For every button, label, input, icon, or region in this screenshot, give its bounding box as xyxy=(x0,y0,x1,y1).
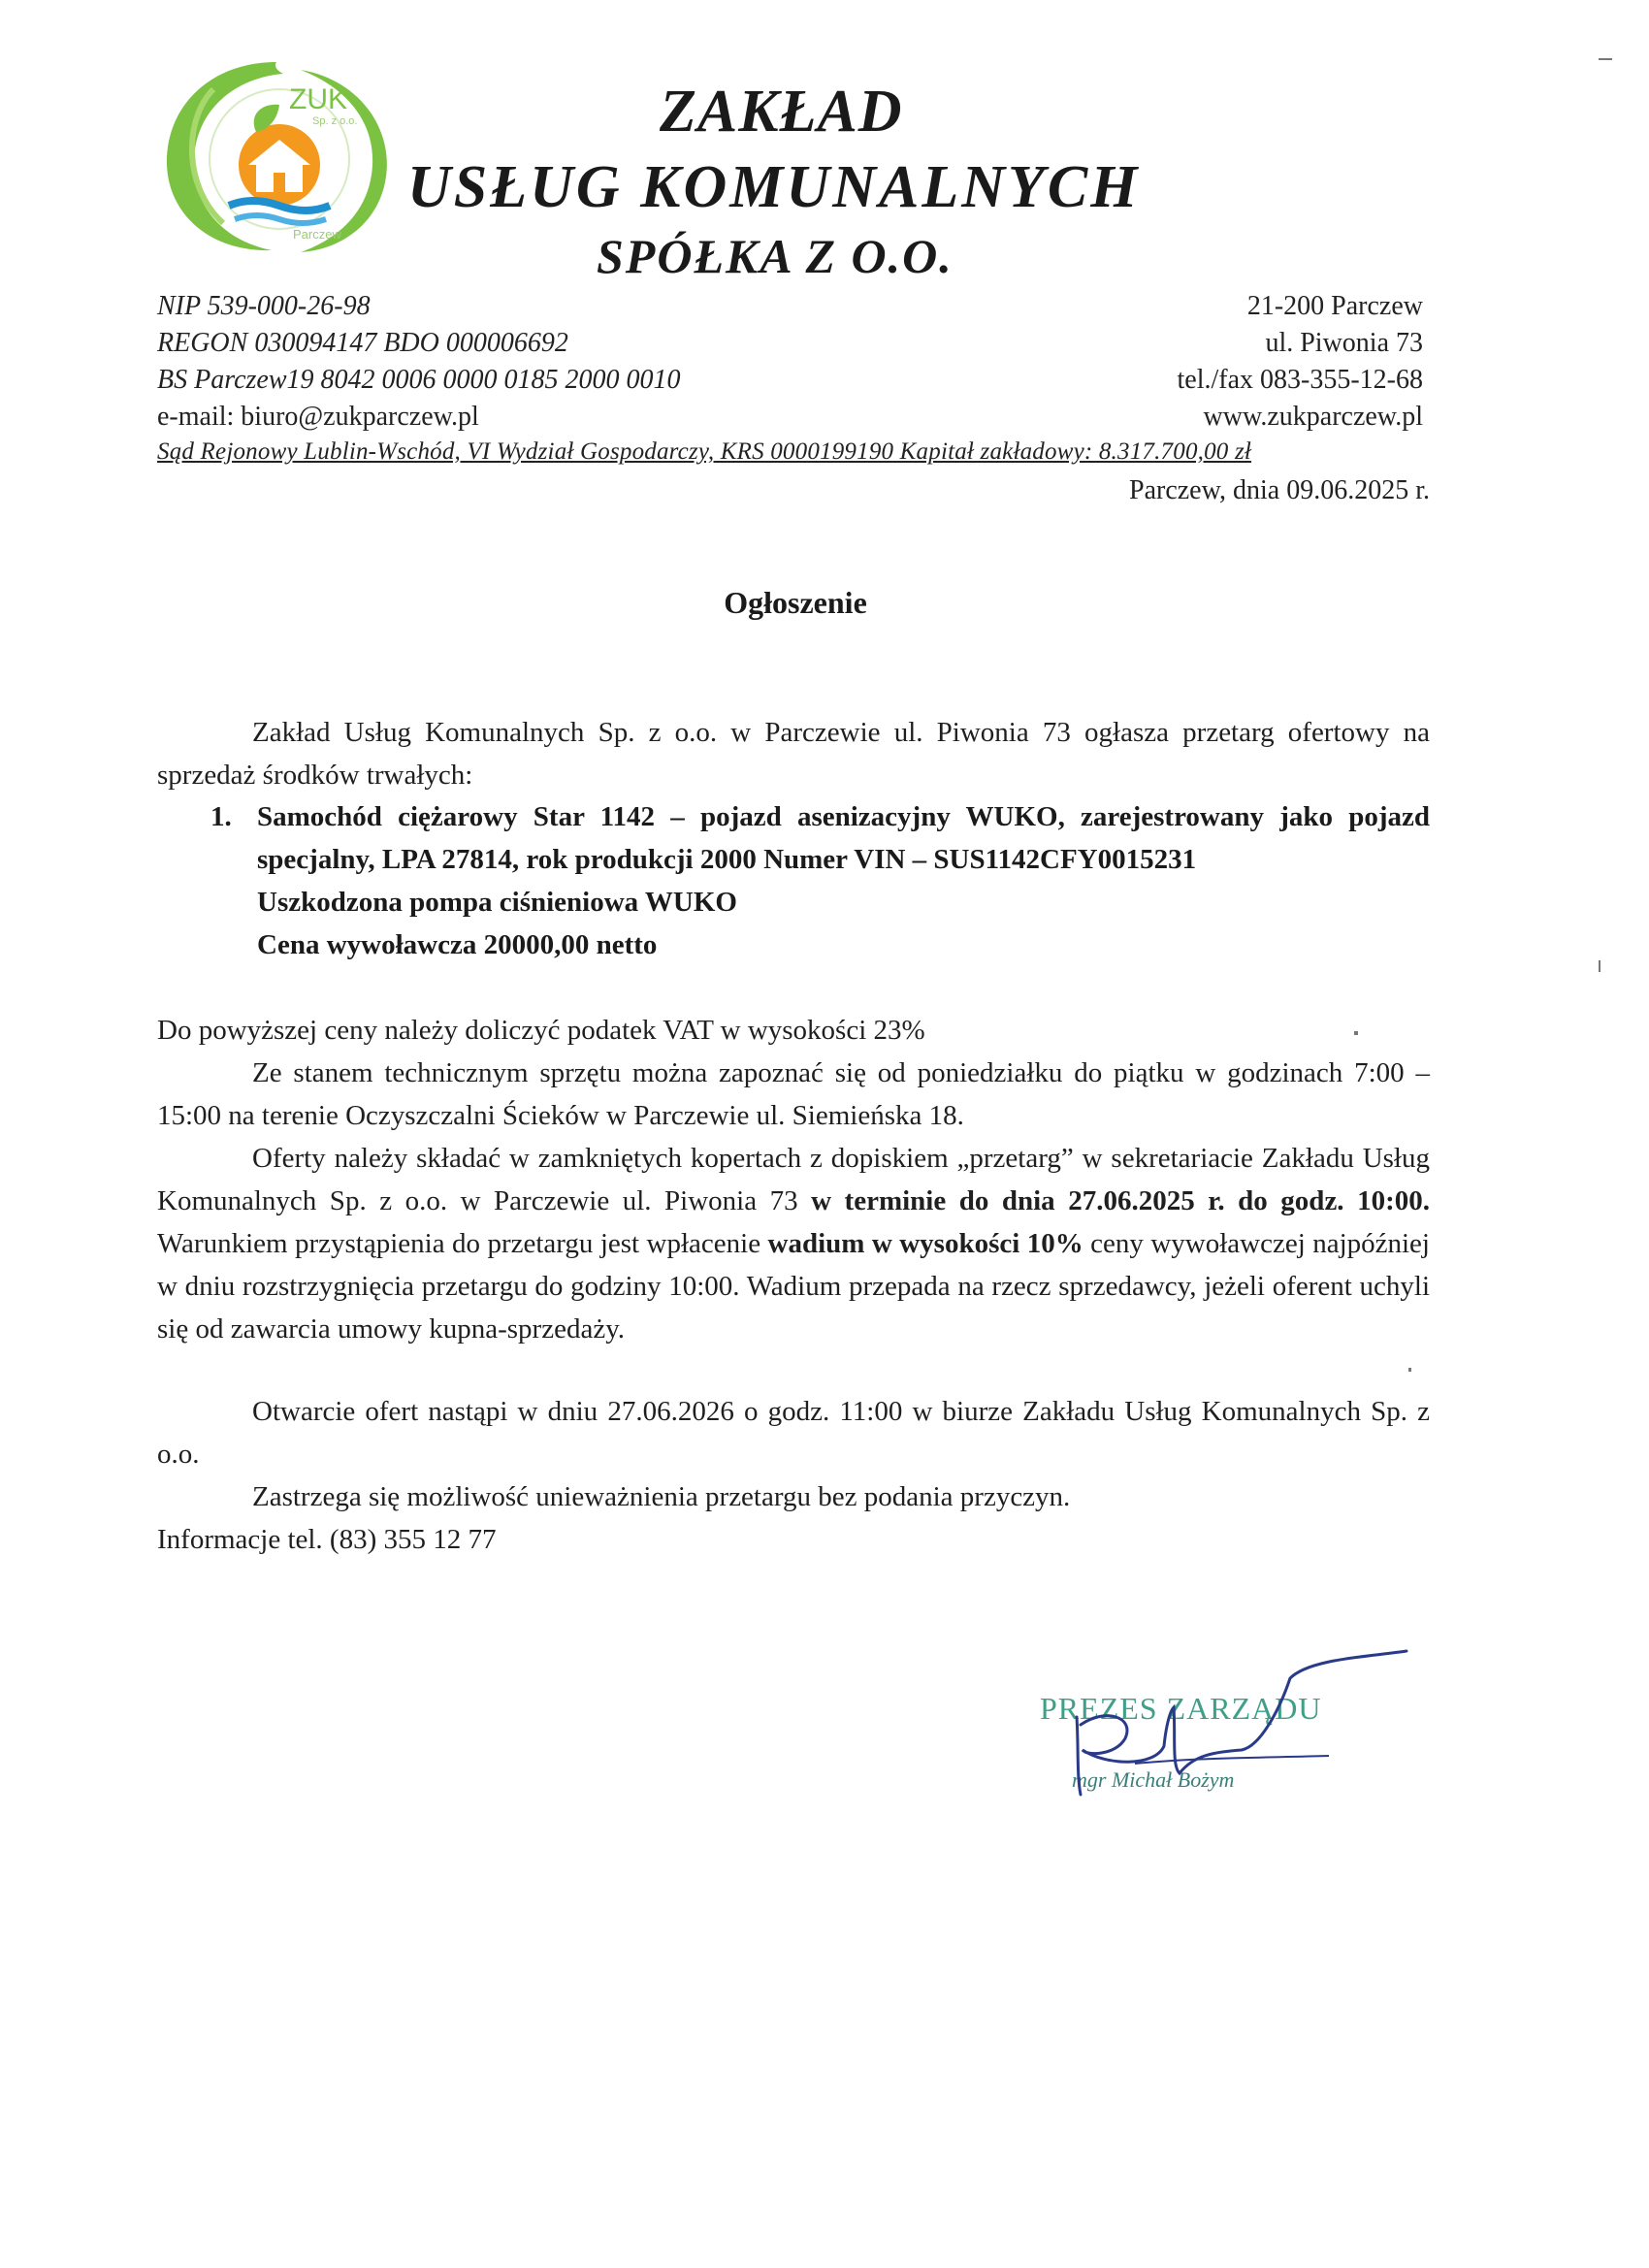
logo-subtext: Sp. z o.o. xyxy=(312,115,358,127)
item-starting-price: Cena wywoławcza 20000,00 netto xyxy=(257,929,658,960)
reservation-paragraph xyxy=(157,1475,1430,1518)
vat-note: Do powyższej ceny należy doliczyć podatek VAT w wysokości 23% xyxy=(157,1015,925,1046)
sale-item xyxy=(210,795,1430,966)
court-registry-line: Sąd Rejonowy Lublin-Wschód, VI Wydział Gospodarczy, KRS 0000199190 Kapitał zakładowy: 8.317.700,00 zł xyxy=(157,438,1252,465)
item-description: Samochód ciężarowy Star 1142 – pojazd asenizacyjny WUKO, zarejestrowany jako pojazd specjalny, LPA 27814, rok produkcji 2000 Numer VIN – SUS1142CFY0015231 xyxy=(257,801,1430,875)
logo-town: Parczew xyxy=(293,227,341,242)
place-and-date: Parczew, dnia 09.06.2025 r. xyxy=(1129,475,1430,505)
stamp-name: mgr Michał Bożym xyxy=(1072,1767,1235,1792)
phone-fax: tel./fax 083-355-12-68 xyxy=(1177,365,1423,395)
contact-info: Informacje tel. (83) 355 12 77 xyxy=(157,1524,497,1555)
intro-paragraph xyxy=(157,711,1430,796)
intro-text: Zakład Usług Komunalnych Sp. z o.o. w Parczewie ul. Piwonia 73 ogłasza przetarg ofertowy na sprzedaż środków trwałych: xyxy=(157,717,1430,791)
item-number: 1. xyxy=(210,801,232,832)
document-title: Ogłoszenie xyxy=(724,585,867,620)
inspection-text: Ze stanem technicznym sprzętu można zapoznać się od poniedziałku do piątku w godzinach 7:00 – 15:00 na terenie Oczyszczalni Ścieków w Parczewie ul. Siemieńska 18. xyxy=(157,1057,1430,1131)
postal-address: 21-200 Parczew xyxy=(1246,291,1423,321)
scan-speck xyxy=(1599,58,1612,60)
handwritten-signature xyxy=(1018,1649,1426,1804)
offers-text-2: Warunkiem przystąpienia do przetargu jest wpłacenie xyxy=(157,1228,768,1259)
stamp-title: PREZES ZARZĄDU xyxy=(1040,1691,1322,1726)
company-email: e-mail: biuro@zukparczew.pl xyxy=(157,402,479,432)
company-name-line2: USŁUG KOMUNALNYCH xyxy=(407,154,1141,220)
offers-deadline: w terminie do dnia 27.06.2025 r. do godz. 10:00. xyxy=(811,1185,1430,1216)
scan-speck xyxy=(1408,1368,1411,1372)
offers-deposit: wadium w wysokości 10% xyxy=(767,1228,1083,1259)
scan-speck xyxy=(1599,960,1600,972)
item-damage-note: Uszkodzona pompa ciśnieniowa WUKO xyxy=(257,887,737,918)
inspection-paragraph xyxy=(157,1052,1430,1137)
company-name-line1: ZAKŁAD xyxy=(660,79,903,145)
offers-paragraph xyxy=(157,1137,1430,1350)
reservation-text: Zastrzega się możliwość unieważnienia przetargu bez podania przyczyn. xyxy=(252,1481,1071,1512)
street-address: ul. Piwonia 73 xyxy=(1265,328,1423,358)
regon-bdo-numbers: REGON 030094147 BDO 000006692 xyxy=(157,328,568,358)
opening-paragraph xyxy=(157,1390,1430,1475)
company-website: www.zukparczew.pl xyxy=(1203,402,1423,432)
company-logo xyxy=(155,50,398,259)
logo-text: ZUK xyxy=(289,83,347,115)
offers-text-3: ceny wywoławczej najpóźniej w dniu rozstrzygnięcia przetargu do godziny 10:00. Wadium przepada na rzecz sprzedawcy, jeżeli oferent uchyli się od zawarcia umowy kupna-sprzedaży. xyxy=(157,1228,1430,1345)
opening-text: Otwarcie ofert nastąpi w dniu 27.06.2026 o godz. 11:00 w biurze Zakładu Usług Komunalnych Sp. z o.o. xyxy=(157,1396,1430,1470)
company-name-line3: SPÓŁKA Z O.O. xyxy=(597,229,954,283)
offers-text-1: Oferty należy składać w zamkniętych kopertach z dopiskiem „przetarg” w sekretariacie Zakładu Usług Komunalnych Sp. z o.o. w Parczewie ul. Piwonia 73 xyxy=(157,1143,1430,1216)
nip-number: NIP 539-000-26-98 xyxy=(157,291,371,321)
scan-speck xyxy=(1354,1031,1358,1035)
bank-account: BS Parczew19 8042 0006 0000 0185 2000 0010 xyxy=(157,365,681,395)
